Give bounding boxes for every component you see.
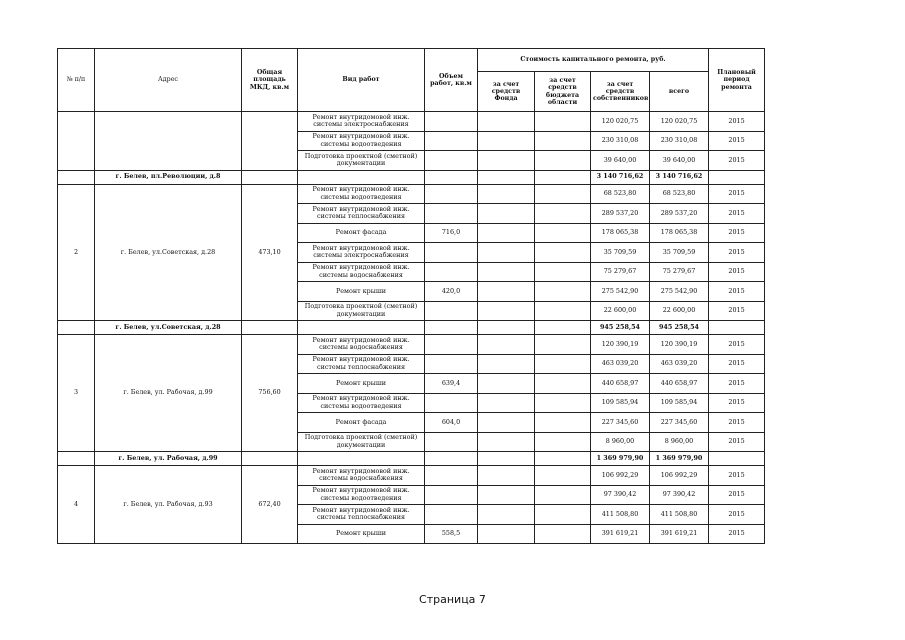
cell-owners: 22 600,00 bbox=[591, 301, 650, 321]
cell-volume bbox=[425, 131, 478, 151]
cell-empty bbox=[478, 452, 535, 466]
cell-volume bbox=[425, 432, 478, 452]
cell-empty bbox=[709, 452, 765, 466]
cell-total: 411 508,80 bbox=[650, 505, 709, 525]
cell-period: 2015 bbox=[709, 184, 765, 204]
cell-total: 227 345,60 bbox=[650, 413, 709, 433]
cell-budget bbox=[535, 466, 591, 486]
cell-budget bbox=[535, 432, 591, 452]
cell-work-type: Ремонт внутридомовой инж. системы водоотведения bbox=[298, 184, 425, 204]
subtotal-label: г. Белев, ул. Рабочая, д.99 bbox=[95, 452, 242, 466]
cell-volume: 639,4 bbox=[425, 374, 478, 394]
cell-total: 97 390,42 bbox=[650, 485, 709, 505]
cell-work-type: Ремонт крыши bbox=[298, 524, 425, 544]
cell-num: 4 bbox=[58, 466, 95, 544]
subtotal-owners: 3 140 716,62 bbox=[591, 170, 650, 184]
table-header bbox=[58, 49, 765, 112]
cell-total: 178 065,38 bbox=[650, 223, 709, 243]
cell-period: 2015 bbox=[709, 151, 765, 171]
cell-empty bbox=[709, 170, 765, 184]
cell-period: 2015 bbox=[709, 485, 765, 505]
cell-budget bbox=[535, 485, 591, 505]
cell-budget bbox=[535, 524, 591, 544]
cell-owners: 39 640,00 bbox=[591, 151, 650, 171]
cell-volume bbox=[425, 301, 478, 321]
cell-work-type: Подготовка проектной (сметной) документации bbox=[298, 301, 425, 321]
header-period: Плановый период ремонта bbox=[709, 49, 765, 112]
cell-work-type: Ремонт внутридомовой инж. системы водоснабжения bbox=[298, 262, 425, 282]
header-work-type: Вид работ bbox=[298, 49, 425, 112]
cell-empty bbox=[58, 452, 95, 466]
cell-address: г. Белев, ул. Рабочая, д.99 bbox=[95, 335, 242, 452]
cell-total: 106 992,29 bbox=[650, 466, 709, 486]
cell-owners: 411 508,80 bbox=[591, 505, 650, 525]
cell-budget bbox=[535, 112, 591, 132]
header-budget: за счет средств бюджета области bbox=[535, 72, 591, 112]
cell-period: 2015 bbox=[709, 243, 765, 263]
cell-period: 2015 bbox=[709, 335, 765, 355]
cell-volume bbox=[425, 393, 478, 413]
cell-work-type: Ремонт крыши bbox=[298, 282, 425, 302]
cell-owners: 289 537,20 bbox=[591, 204, 650, 224]
cell-work-type: Ремонт внутридомовой инж. системы теплоснабжения bbox=[298, 505, 425, 525]
cell-period: 2015 bbox=[709, 282, 765, 302]
cell-empty bbox=[242, 170, 298, 184]
subtotal-total: 945 258,54 bbox=[650, 321, 709, 335]
cell-owners: 35 709,59 bbox=[591, 243, 650, 263]
cell-period: 2015 bbox=[709, 112, 765, 132]
cell-period: 2015 bbox=[709, 432, 765, 452]
cell-fund bbox=[478, 223, 535, 243]
cell-empty bbox=[298, 170, 425, 184]
cell-owners: 230 310,08 bbox=[591, 131, 650, 151]
capital-repair-table bbox=[57, 48, 765, 544]
cell-volume bbox=[425, 466, 478, 486]
cell-empty bbox=[478, 321, 535, 335]
subtotal-owners: 1 369 979,90 bbox=[591, 452, 650, 466]
cell-period: 2015 bbox=[709, 393, 765, 413]
cell-budget bbox=[535, 184, 591, 204]
subtotal-row bbox=[58, 452, 765, 466]
header-num: № п/п bbox=[58, 49, 95, 112]
cell-owners: 275 542,90 bbox=[591, 282, 650, 302]
cell-volume bbox=[425, 335, 478, 355]
cell-work-type: Ремонт внутридомовой инж. системы водоотведения bbox=[298, 131, 425, 151]
cell-volume: 558,5 bbox=[425, 524, 478, 544]
cell-num bbox=[58, 112, 95, 171]
cell-fund bbox=[478, 184, 535, 204]
cell-period: 2015 bbox=[709, 466, 765, 486]
cell-total: 109 585,94 bbox=[650, 393, 709, 413]
cell-owners: 97 390,42 bbox=[591, 485, 650, 505]
cell-empty bbox=[242, 321, 298, 335]
cell-fund bbox=[478, 131, 535, 151]
subtotal-owners: 945 258,54 bbox=[591, 321, 650, 335]
cell-fund bbox=[478, 524, 535, 544]
cell-owners: 106 992,29 bbox=[591, 466, 650, 486]
cell-fund bbox=[478, 432, 535, 452]
cell-budget bbox=[535, 505, 591, 525]
cell-fund bbox=[478, 413, 535, 433]
cell-empty bbox=[242, 452, 298, 466]
cell-empty bbox=[478, 170, 535, 184]
header-owners: за счет средств собственников bbox=[591, 72, 650, 112]
cell-budget bbox=[535, 301, 591, 321]
cell-fund bbox=[478, 112, 535, 132]
cell-total: 8 960,00 bbox=[650, 432, 709, 452]
cell-volume: 604,0 bbox=[425, 413, 478, 433]
header-volume: Объем работ, кв.м bbox=[425, 49, 478, 112]
cell-volume bbox=[425, 184, 478, 204]
cell-budget bbox=[535, 262, 591, 282]
cell-address: г. Белев, ул. Рабочая, д.93 bbox=[95, 466, 242, 544]
cell-period: 2015 bbox=[709, 524, 765, 544]
cell-work-type: Ремонт внутридомовой инж. системы водоснабжения bbox=[298, 335, 425, 355]
cell-total: 289 537,20 bbox=[650, 204, 709, 224]
cell-period: 2015 bbox=[709, 204, 765, 224]
cell-total: 275 542,90 bbox=[650, 282, 709, 302]
cell-volume bbox=[425, 354, 478, 374]
cell-work-type: Ремонт внутридомовой инж. системы электроснабжения bbox=[298, 243, 425, 263]
cell-owners: 68 523,80 bbox=[591, 184, 650, 204]
subtotal-row bbox=[58, 321, 765, 335]
cell-fund bbox=[478, 282, 535, 302]
cell-empty bbox=[425, 452, 478, 466]
table-row bbox=[58, 112, 765, 132]
cell-num: 2 bbox=[58, 184, 95, 321]
cell-volume bbox=[425, 204, 478, 224]
cell-work-type: Ремонт внутридомовой инж. системы электроснабжения bbox=[298, 112, 425, 132]
cell-area: 473,10 bbox=[242, 184, 298, 321]
cell-budget bbox=[535, 131, 591, 151]
cell-period: 2015 bbox=[709, 505, 765, 525]
cell-work-type: Ремонт внутридомовой инж. системы теплоснабжения bbox=[298, 354, 425, 374]
cell-empty bbox=[535, 321, 591, 335]
cell-fund bbox=[478, 485, 535, 505]
cell-volume: 420,0 bbox=[425, 282, 478, 302]
cell-owners: 440 658,97 bbox=[591, 374, 650, 394]
cell-address bbox=[95, 112, 242, 171]
cell-fund bbox=[478, 374, 535, 394]
table-body bbox=[58, 112, 765, 544]
cell-owners: 120 020,75 bbox=[591, 112, 650, 132]
cell-area: 672,40 bbox=[242, 466, 298, 544]
cell-budget bbox=[535, 282, 591, 302]
cell-owners: 8 960,00 bbox=[591, 432, 650, 452]
cell-total: 75 279,67 bbox=[650, 262, 709, 282]
cell-work-type: Ремонт фасада bbox=[298, 413, 425, 433]
cell-volume bbox=[425, 505, 478, 525]
cell-owners: 109 585,94 bbox=[591, 393, 650, 413]
cell-period: 2015 bbox=[709, 354, 765, 374]
cell-fund bbox=[478, 505, 535, 525]
header-fund: за счет средств Фонда bbox=[478, 72, 535, 112]
cell-fund bbox=[478, 151, 535, 171]
cell-owners: 463 039,20 bbox=[591, 354, 650, 374]
cell-owners: 227 345,60 bbox=[591, 413, 650, 433]
cell-total: 440 658,97 bbox=[650, 374, 709, 394]
cell-budget bbox=[535, 374, 591, 394]
cell-owners: 391 619,21 bbox=[591, 524, 650, 544]
subtotal-label: г. Белев, ул.Советская, д.28 bbox=[95, 321, 242, 335]
cell-num: 3 bbox=[58, 335, 95, 452]
cell-budget bbox=[535, 335, 591, 355]
cell-fund bbox=[478, 301, 535, 321]
cell-period: 2015 bbox=[709, 262, 765, 282]
cell-volume bbox=[425, 262, 478, 282]
cell-budget bbox=[535, 413, 591, 433]
cell-work-type: Ремонт внутридомовой инж. системы водоснабжения bbox=[298, 466, 425, 486]
cell-empty bbox=[298, 452, 425, 466]
table-row bbox=[58, 335, 765, 355]
cell-work-type: Ремонт фасада bbox=[298, 223, 425, 243]
cell-empty bbox=[425, 170, 478, 184]
cell-budget bbox=[535, 204, 591, 224]
cell-total: 68 523,80 bbox=[650, 184, 709, 204]
header-area: Общая площадь МКД, кв.м bbox=[242, 49, 298, 112]
cell-volume bbox=[425, 243, 478, 263]
cell-total: 230 310,08 bbox=[650, 131, 709, 151]
cell-empty bbox=[58, 321, 95, 335]
header-address: Адрес bbox=[95, 49, 242, 112]
cell-budget bbox=[535, 393, 591, 413]
cell-fund bbox=[478, 466, 535, 486]
cell-area: 756,60 bbox=[242, 335, 298, 452]
page-number: Страница 7 bbox=[419, 593, 486, 606]
cell-period: 2015 bbox=[709, 301, 765, 321]
cell-period: 2015 bbox=[709, 413, 765, 433]
cell-budget bbox=[535, 243, 591, 263]
cell-owners: 75 279,67 bbox=[591, 262, 650, 282]
cell-budget bbox=[535, 354, 591, 374]
cell-owners: 178 065,38 bbox=[591, 223, 650, 243]
cell-period: 2015 bbox=[709, 223, 765, 243]
cell-empty bbox=[535, 452, 591, 466]
cell-volume bbox=[425, 112, 478, 132]
cell-work-type: Ремонт внутридомовой инж. системы водоотведения bbox=[298, 393, 425, 413]
cell-work-type: Подготовка проектной (сметной) документации bbox=[298, 432, 425, 452]
cell-total: 120 020,75 bbox=[650, 112, 709, 132]
cell-total: 39 640,00 bbox=[650, 151, 709, 171]
cell-fund bbox=[478, 354, 535, 374]
cell-fund bbox=[478, 204, 535, 224]
subtotal-label: г. Белев, пл.Революции, д.8 bbox=[95, 170, 242, 184]
cell-fund bbox=[478, 243, 535, 263]
cell-work-type: Ремонт крыши bbox=[298, 374, 425, 394]
cell-volume bbox=[425, 485, 478, 505]
cell-budget bbox=[535, 151, 591, 171]
cell-budget bbox=[535, 223, 591, 243]
cell-owners: 120 390,19 bbox=[591, 335, 650, 355]
cell-total: 391 619,21 bbox=[650, 524, 709, 544]
cell-fund bbox=[478, 335, 535, 355]
cell-work-type: Ремонт внутридомовой инж. системы теплоснабжения bbox=[298, 204, 425, 224]
cell-total: 35 709,59 bbox=[650, 243, 709, 263]
cell-period: 2015 bbox=[709, 131, 765, 151]
cell-empty bbox=[58, 170, 95, 184]
cell-total: 463 039,20 bbox=[650, 354, 709, 374]
cell-period: 2015 bbox=[709, 374, 765, 394]
cell-work-type: Подготовка проектной (сметной) документации bbox=[298, 151, 425, 171]
cell-empty bbox=[709, 321, 765, 335]
cell-empty bbox=[298, 321, 425, 335]
cell-empty bbox=[425, 321, 478, 335]
cell-area bbox=[242, 112, 298, 171]
table-row bbox=[58, 466, 765, 486]
subtotal-total: 1 369 979,90 bbox=[650, 452, 709, 466]
subtotal-total: 3 140 716,62 bbox=[650, 170, 709, 184]
cell-volume bbox=[425, 151, 478, 171]
cell-total: 120 390,19 bbox=[650, 335, 709, 355]
cell-work-type: Ремонт внутридомовой инж. системы водоотведения bbox=[298, 485, 425, 505]
cell-volume: 716,0 bbox=[425, 223, 478, 243]
cell-total: 22 600,00 bbox=[650, 301, 709, 321]
subtotal-row bbox=[58, 170, 765, 184]
table-row bbox=[58, 184, 765, 204]
cell-empty bbox=[535, 170, 591, 184]
cell-fund bbox=[478, 262, 535, 282]
cell-address: г. Белев, ул.Советская, д.28 bbox=[95, 184, 242, 321]
header-cost-group: Стоимость капитального ремонта, руб. bbox=[478, 49, 709, 72]
header-total: всего bbox=[650, 72, 709, 112]
cell-fund bbox=[478, 393, 535, 413]
